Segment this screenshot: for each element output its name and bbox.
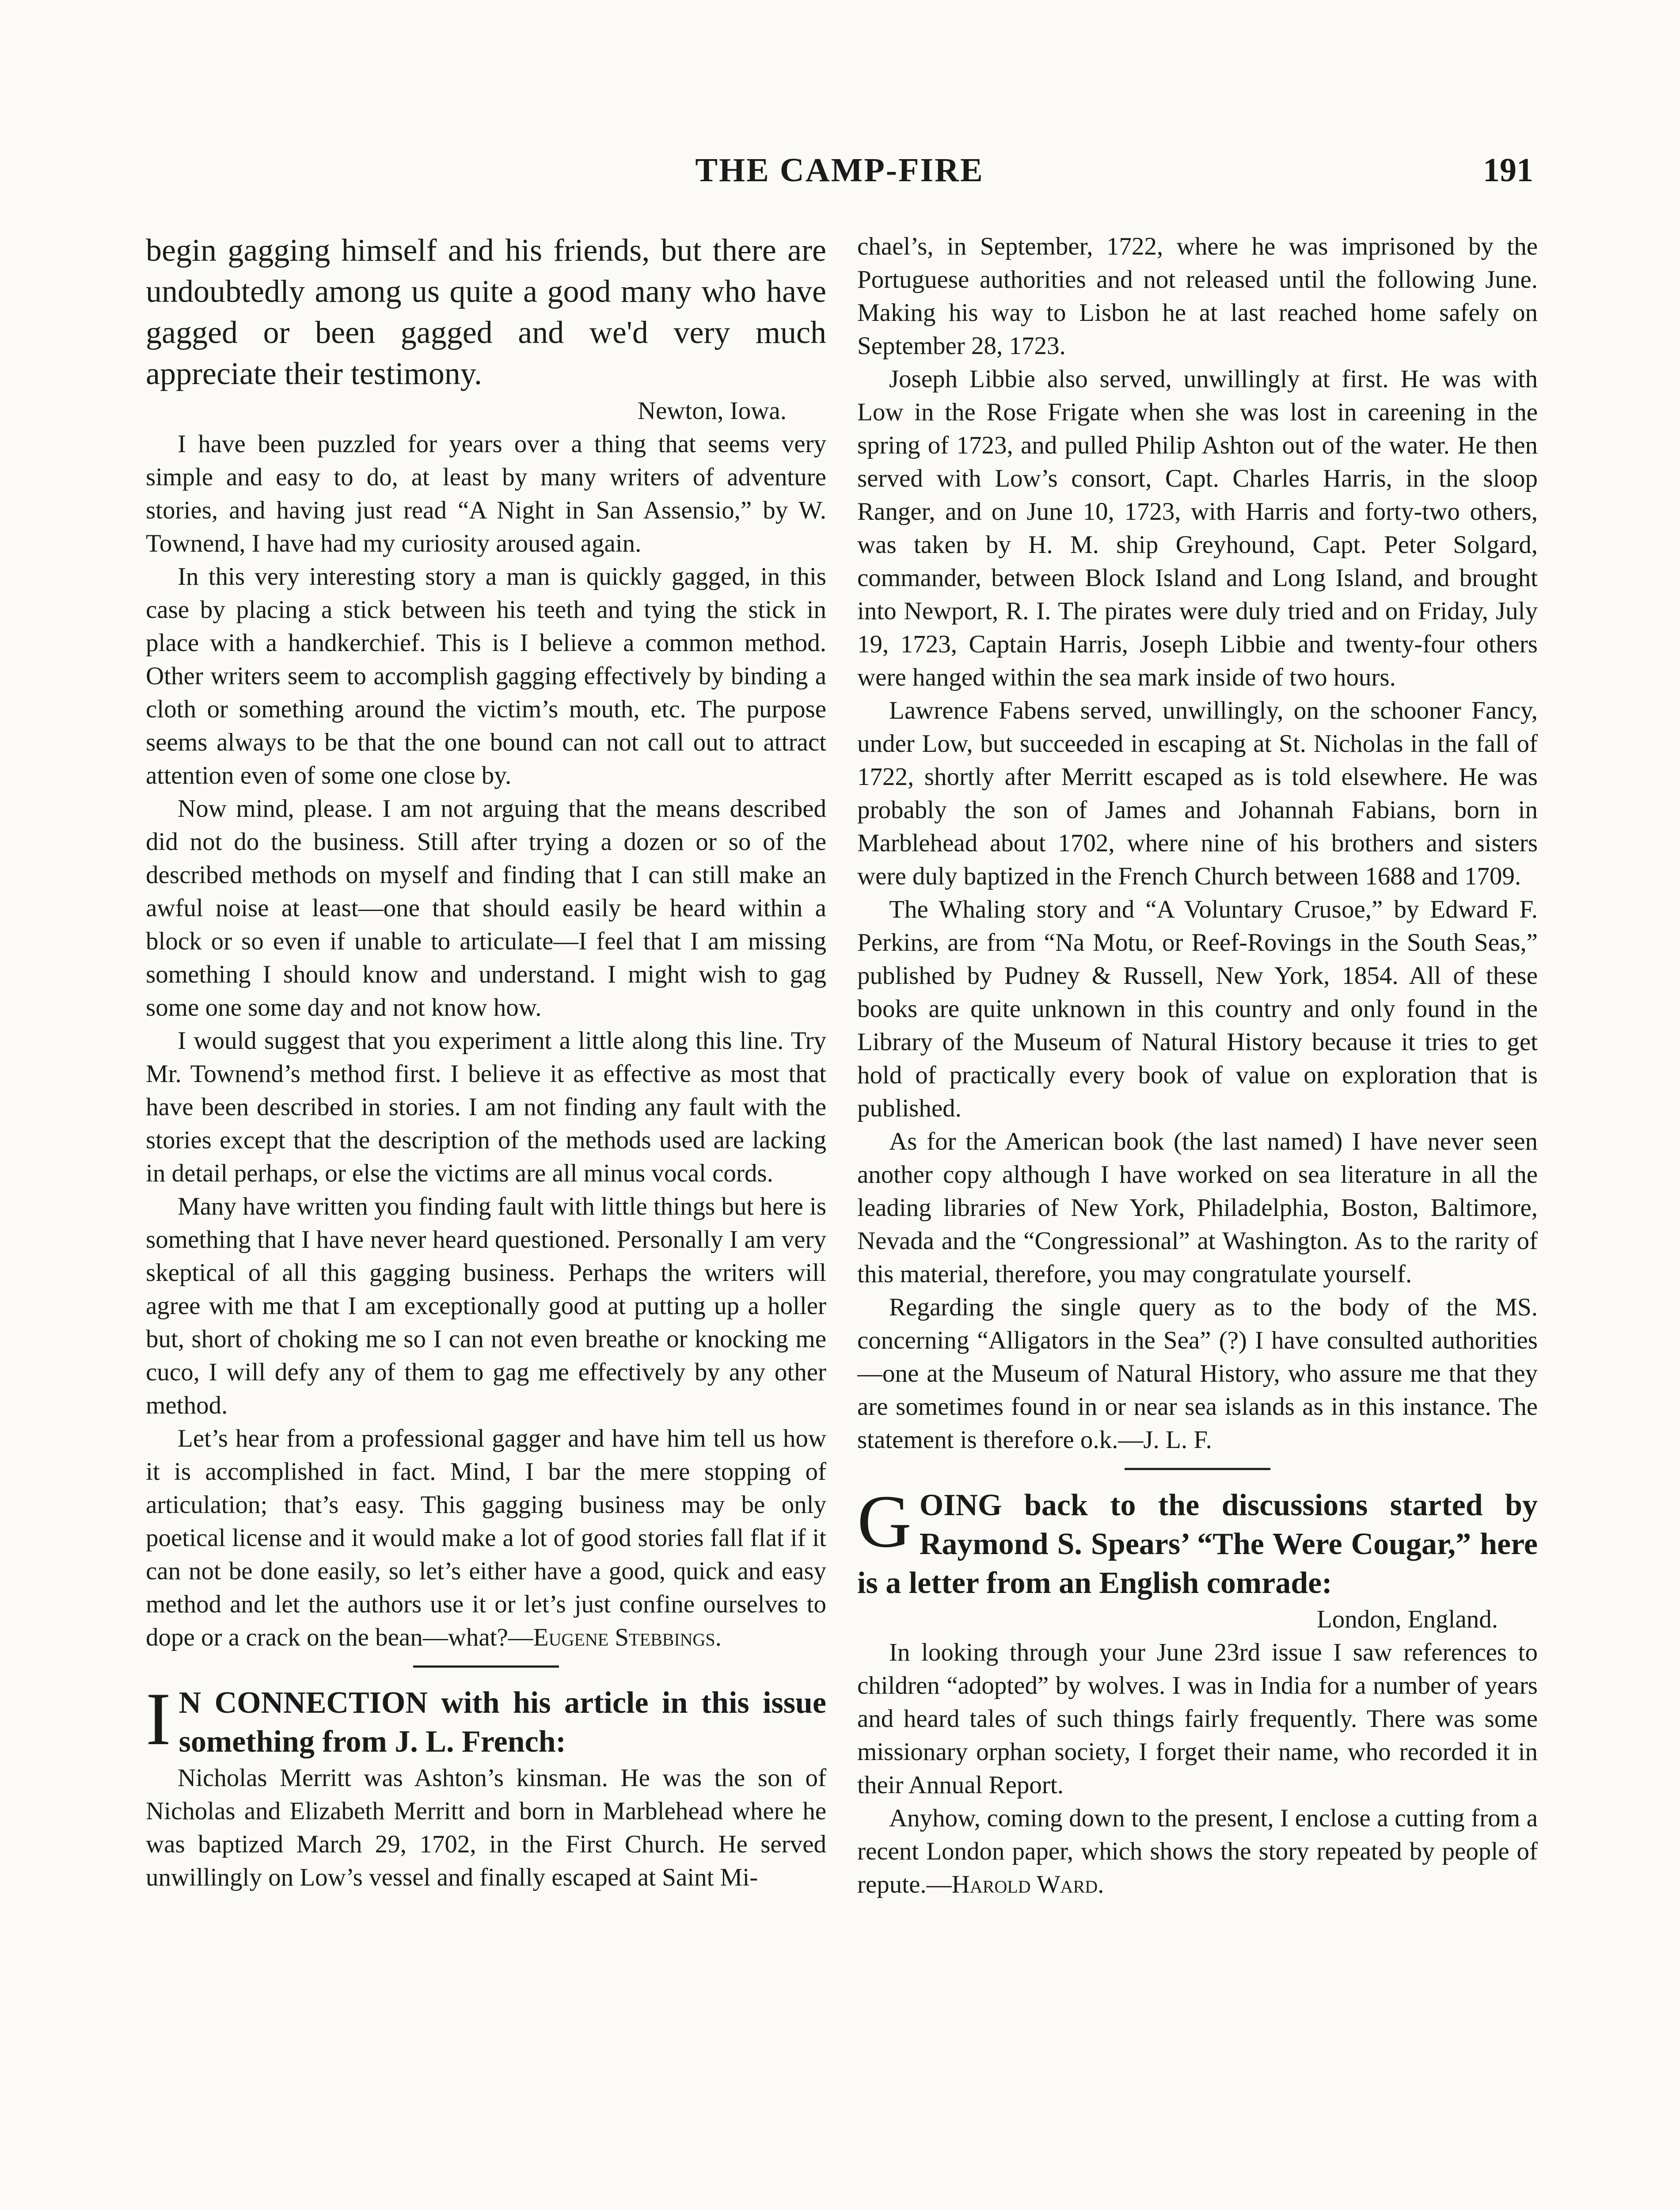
body-paragraph: I have been puzzled for years over a thing that seems very simple and easy to do, at least by many writers of adventure stories, and having just read “A Night in San Assensio,” by W. Townend, I have had my curiosity aroused again. (146, 430, 826, 557)
body-paragraph: In looking through your June 23rd issue I saw references to children “adopted” by wolves. I was in India for a number of years and heard tales of such things fairly frequently. There was some missionary orphan society, I forget their name, who recorded it in their Annual Report. (857, 1638, 1538, 1799)
body-paragraph: Nicholas Merritt was Ashton’s kinsman. He was the son of Nicholas and Elizabeth Merritt and born in Marblehead where he was baptized March 29, 1702, in the First Church. He served unwillingly on Low’s vessel and finally escaped at Saint Mi- (146, 1764, 826, 1891)
body-paragraph: Lawrence Fabens served, unwillingly, on the schooner Fancy, under Low, but succeeded in escaping at St. Nicholas in the fall of 1722, shortly after Merritt escaped as is told elsewhere. He was probably the son of James and Johannah Fabians, born in Marblehead about 1702, where nine of his brothers and sisters were duly baptized in the French Church between 1688 and 1709. (857, 697, 1538, 890)
section-heading-text: OING back to the discussions started by Raymond S. Spears’ “The Were Cougar,” here is a letter from an English comrade: (857, 1488, 1538, 1600)
body-paragraph: Now mind, please. I am not arguing that the means described did not do the business. Still after trying a dozen or so of the described methods on myself and finding that I can still make an awful noise at least—one that should easily be heard within a block or so even if unable to articulate—I feel that I am missing something I should know and understand. I might wish to gag some one some day and not know how. (146, 795, 826, 1021)
drop-cap: G (857, 1480, 912, 1563)
letter-place: London, England. (1316, 1605, 1498, 1633)
body-paragraph: As for the American book (the last named) I have never seen another copy although I have worked on sea literature in all the leading libraries of New York, Philadelphia, Boston, Baltimore, Nevada and the “Congressional” at Washington. As to the rarity of this material, therefore, you may congratulate yourself. (857, 1128, 1538, 1288)
body-paragraph-with-signature (146, 1422, 826, 1654)
section-heading (857, 1480, 1538, 1603)
section-divider (1125, 1468, 1270, 1470)
right-column (857, 230, 1538, 2210)
body-paragraph: I would suggest that you experiment a little along this line. Try Mr. Townend’s method first. I believe it as effective as most that have been described in stories. I am not finding any fault with the stories except that the description of the methods used are lacking in detail perhaps, or else the victims are all minus vocal cords. (146, 1027, 826, 1187)
body-text: Anyhow, coming down to the present, I enclose a cutting from a recent London paper, which shows the story repeated by people of repute.— (857, 1804, 1538, 1898)
signature: Harold Ward. (951, 1871, 1104, 1898)
page-number: 191 (1483, 152, 1533, 189)
body-paragraph: The Whaling story and “A Voluntary Crusoe,” by Edward F. Perkins, are from “Na Motu, or Reef-Rovings in the South Seas,” published by Pudney & Russell, New York, 1854. All of these books are quite unknown in this country and only found in the Library of the Museum of Natural History because it tries to get hold of practically every book of value on exploration that is published. (857, 895, 1538, 1122)
drop-cap: I (146, 1677, 171, 1760)
body-paragraph: In this very interesting story a man is quickly gagged, in this case by placing a stick between his teeth and tying the stick in place with a handkerchief. This is I believe a common method. Other writers seem to accomplish gagging effectively by binding a cloth or something around the victim’s mouth, etc. The purpose seems always to be that the one bound can not call out to attract attention even of some one close by. (146, 563, 826, 789)
section-heading (146, 1677, 826, 1761)
body-text: Let’s hear from a professional gagger and have him tell us how it is accomplished in fact. Mind, I bar the mere stopping of articulation; that’s easy. This gagging business may be only poetical license and it would make a lot of good stories fall flat if it can not be done easily, so let’s either have a good, quick and easy method and let the authors use it or let’s just confine ourselves to dope or a crack on the bean—what?— (146, 1425, 826, 1651)
page-header (146, 148, 1533, 197)
left-column (146, 230, 826, 2210)
body-paragraph: chael’s, in September, 1722, where he was imprisoned by the Portuguese authorities and not released until the following June. Making his way to Lisbon he at last reached home safely on September 28, 1723. (857, 232, 1538, 360)
lead-paragraph: begin gagging himself and his friends, but there are undoubtedly among us quite a good many who have gagged or been gagged and we'd very much appreciate their testimony. (146, 232, 826, 391)
body-paragraph: Regarding the single query as to the body of the MS. concerning “Alligators in the Sea” (?) I have consulted authorities—one at the Museum of Natural History, who assure me that they are sometimes found in or near sea islands as in this instance. The statement is therefore o.k.—J. L. F. (857, 1293, 1538, 1454)
signature: Eugene Stebbings. (533, 1623, 722, 1651)
body-paragraph: Joseph Libbie also served, unwillingly at first. He was with Low in the Rose Frigate when she was lost in careening in the spring of 1723, and pulled Philip Ashton out of the water. He then served with Low’s consort, Capt. Charles Harris, in the sloop Ranger, and on June 10, 1723, with Harris and forty-two others, was taken by H. M. ship Greyhound, Capt. Peter Solgard, commander, between Block Island and Long Island, and brought into Newport, R. I. The pirates were duly tried and on Friday, July 19, 1723, Captain Harris, Joseph Libbie and twenty-four others were hanged within the sea mark inside of two hours. (857, 365, 1538, 691)
letter-place: Newton, Iowa. (637, 397, 787, 425)
section-divider (413, 1665, 559, 1668)
section-heading-text: N CONNECTION with his article in this issue something from J. L. French: (179, 1686, 826, 1759)
body-paragraph: Many have written you finding fault with little things but here is something that I have never heard questioned. Personally I am very skeptical of all this gagging business. Perhaps the writers will agree with me that I am exceptionally good at putting up a holler but, short of choking me so I can not even breathe or knocking me cuco, I will defy any of them to gag me effectively by any other method. (146, 1193, 826, 1419)
body-paragraph-with-signature (857, 1802, 1538, 1901)
running-title: THE CAMP-FIRE (695, 152, 984, 189)
